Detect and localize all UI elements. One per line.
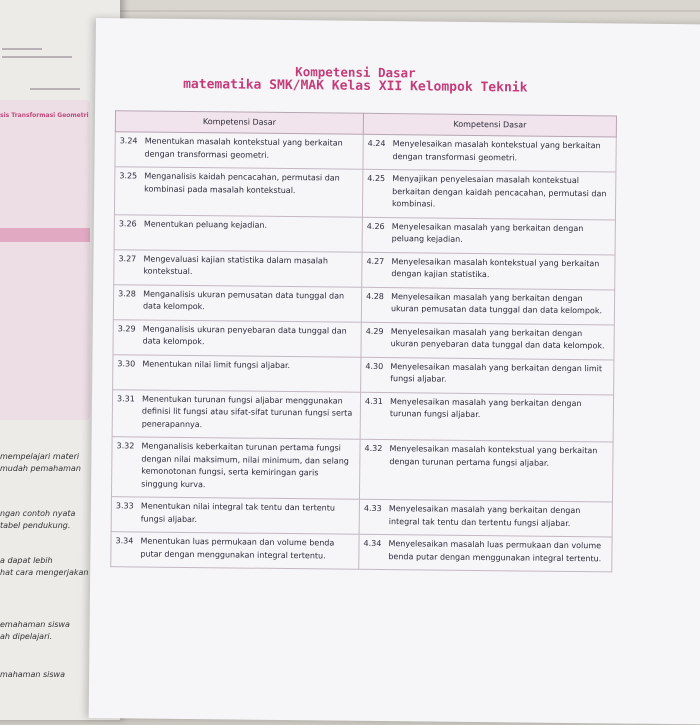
left-page-box-title: sis Transformasi Geometri (0, 112, 89, 119)
kd-text: Menganalisis ukuran pemusatan data tunggal dan data kelompok. (142, 289, 345, 312)
kd-text: Menentukan nilai limit fungsi aljabar. (142, 359, 291, 370)
page-subtitle: matematika SMK/MAK Kelas XII Kelompok Teknik (183, 76, 528, 96)
kd-number: 3.24 (119, 136, 138, 146)
kd-text: Menganalisis ukuran penyebaran data tunggal dan data kelompok. (142, 324, 347, 347)
table-row (113, 354, 614, 394)
left-bullet-text: tabel pendukung. (0, 521, 71, 530)
table-row (114, 214, 615, 254)
kd-text: Menyelesaikan masalah yang berkaitan dengan turunan fungsi aljabar. (389, 396, 582, 420)
left-bullet-text: a dapat lebih (0, 556, 53, 565)
kd-text: Menyelesaikan masalah yang berkaitan dengan integral tak tentu dan tertentu fungsi aljabar. (388, 504, 581, 528)
left-page-pink-box (0, 100, 90, 420)
kd-number: 4.24 (367, 138, 386, 149)
kd-number: 4.25 (367, 173, 386, 184)
kd-number: 4.26 (366, 221, 385, 231)
kd-number: 3.34 (115, 536, 134, 546)
column-header: Kompetensi Dasar (363, 113, 616, 137)
kd-number: 3.32 (116, 441, 135, 451)
kd-text: Menyelesaikan masalah yang berkaitan dengan limit fungsi aljabar. (390, 361, 603, 384)
left-bullet-text: hat cara mengerjakan (0, 568, 89, 577)
kd-number: 4.27 (366, 256, 385, 266)
kd-number: 3.25 (119, 171, 138, 181)
kd-number: 4.28 (366, 291, 384, 301)
kd-text: Menentukan turunan fungsi aljabar menggunakan definisi lit fungsi atau sifat-sifat turunan fungsi serta penerapannya. (141, 394, 353, 429)
kd-text: Menyelesaikan masalah kontekstual yang berkaitan dengan kajian statistika. (391, 256, 600, 280)
kd-text: Menyelesaikan masalah luas permukaan dan volume benda putar dengan menggunakan integral tertentu. (388, 539, 602, 563)
table-row (114, 249, 615, 289)
table-row (111, 437, 613, 502)
kd-text: Mengevaluasi kajian statistika dalam masalah kontekstual. (143, 254, 328, 277)
kd-text: Menentukan peluang kejadian. (143, 219, 268, 230)
kd-number: 3.27 (118, 253, 137, 263)
kd-number: 3.30 (117, 358, 136, 368)
kd-number: 4.34 (363, 538, 382, 549)
kompetensi-table (110, 110, 617, 572)
kd-text: Menyelesaikan masalah kontekstual yang berkaitan dengan transformasi geometri. (392, 139, 601, 162)
kd-text: Menyelesaikan masalah yang berkaitan dengan ukuran pemusatan data tunggal dan data kelompok. (390, 291, 603, 316)
table-row (114, 167, 615, 220)
kd-number: 4.33 (363, 503, 382, 514)
kd-number: 3.33 (115, 501, 134, 511)
right-page (89, 18, 700, 725)
table-row (113, 284, 614, 324)
left-bullet-text: mempelajari materi (0, 452, 80, 461)
pink-bar (0, 228, 90, 242)
kd-number: 4.32 (364, 443, 383, 454)
kd-number: 3.26 (118, 218, 137, 228)
left-bullet-text: mahaman siswa (0, 670, 65, 679)
kd-text: Menyelesaikan masalah kontekstual yang berkaitan dengan turunan pertama fungsi aljabar. (389, 444, 598, 468)
kd-text: Menganalisis kaidah pencacahan, permutasi dan kombinasi pada masalah kontekstual. (144, 171, 340, 195)
kd-number: 4.30 (365, 361, 384, 371)
kd-number: 4.29 (365, 326, 384, 336)
left-bullet-text: ngan contoh nyata (0, 509, 76, 518)
page-title: Kompetensi Dasar (295, 64, 416, 81)
kd-text: Menentukan nilai integral tak tentu dan tertentu fungsi aljabar. (140, 501, 335, 524)
kd-number: 3.28 (118, 288, 136, 298)
column-header: Kompetensi Dasar (115, 111, 363, 135)
left-bullet-text: mudah pemahaman (0, 464, 81, 473)
kd-text: Menganalisis keberkaitan turunan pertama fungsi dengan nilai maksimum, nilai minimum, dan selang kemonotonan fungsi, serta kemiringan garis singgung kurva. (141, 441, 349, 489)
kd-text: Menentukan luas permukaan dan volume benda putar dengan menggunakan integral tertentu. (140, 536, 335, 560)
table-row (113, 319, 614, 359)
kd-text: Menyajikan penyelesaian masalah kontekstual berkaitan dengan kaidah pencacahan, permutasi dan kombinasi. (392, 174, 607, 209)
table-row (112, 389, 613, 442)
kd-text: Menentukan masalah kontekstual yang berkaitan dengan transformasi geometri. (144, 136, 343, 160)
kd-text: Menyelesaikan masalah yang berkaitan dengan ukuran penyebaran data tunggal dan data kelompok. (390, 326, 605, 351)
kd-number: 3.31 (116, 393, 135, 403)
left-bullet-text: emahaman siswa (0, 620, 70, 629)
kd-number: 3.29 (117, 323, 136, 333)
kd-text: Menyelesaikan masalah yang berkaitan dengan peluang kejadian. (391, 221, 584, 244)
table-row (115, 132, 616, 172)
left-bullet-text: ah dipelajari. (0, 632, 53, 641)
kd-number: 4.31 (364, 396, 383, 406)
table-row (111, 497, 612, 537)
table-row (111, 532, 612, 572)
